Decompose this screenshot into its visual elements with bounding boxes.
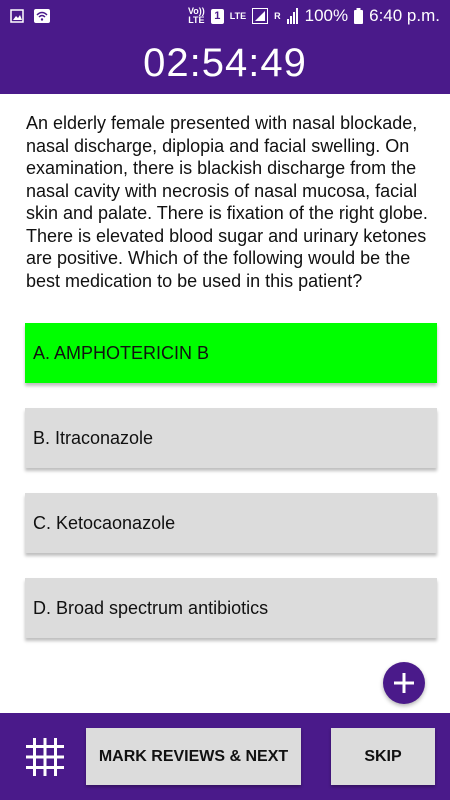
signal-strength-icon	[287, 8, 299, 24]
battery-icon	[354, 8, 363, 24]
option-a[interactable]: A. AMPHOTERICIN B	[25, 323, 437, 383]
timer-header	[0, 32, 450, 94]
wifi-icon	[34, 9, 50, 23]
status-bar-right	[188, 6, 440, 26]
option-d[interactable]: D. Broad spectrum antibiotics	[25, 578, 437, 638]
option-b[interactable]: B. Itraconazole	[25, 408, 437, 468]
grid-icon[interactable]	[26, 738, 64, 776]
roaming-label: R	[274, 10, 281, 21]
status-bar	[0, 0, 450, 32]
sim-indicator: 1	[211, 9, 224, 24]
gallery-notification-icon	[10, 9, 24, 23]
volte-label-top: Vo))	[187, 6, 205, 16]
volte-label-bottom: LTE	[188, 15, 205, 25]
battery-percent: 100%	[304, 6, 349, 25]
countdown-timer: 02:54:49	[143, 40, 307, 85]
status-bar-left	[10, 9, 50, 23]
plus-icon	[392, 671, 416, 695]
option-c[interactable]: C. Ketocaonazole	[25, 493, 437, 553]
question-text: An elderly female presented with nasal blockade, nasal discharge, diplopia and facial swelling. On examination, there is blackish discharge from the nasal cavity with necrosis of nasal mucosa, facial skin and palate. There is fixation of the right globe. There is elevated blood sugar and urinary ketones are positive. Which of the following would be the best medication to be used in this patient?	[26, 113, 428, 291]
lte-label: LTE	[229, 10, 247, 21]
skip-button[interactable]: SKIP	[331, 728, 435, 785]
signal-icon	[252, 8, 268, 24]
mark-review-next-button[interactable]: MARK REVIEWS & NEXT	[86, 728, 301, 785]
clock: 6:40 p.m.	[369, 6, 440, 25]
add-button[interactable]	[383, 662, 425, 704]
volte-indicator	[188, 7, 205, 25]
